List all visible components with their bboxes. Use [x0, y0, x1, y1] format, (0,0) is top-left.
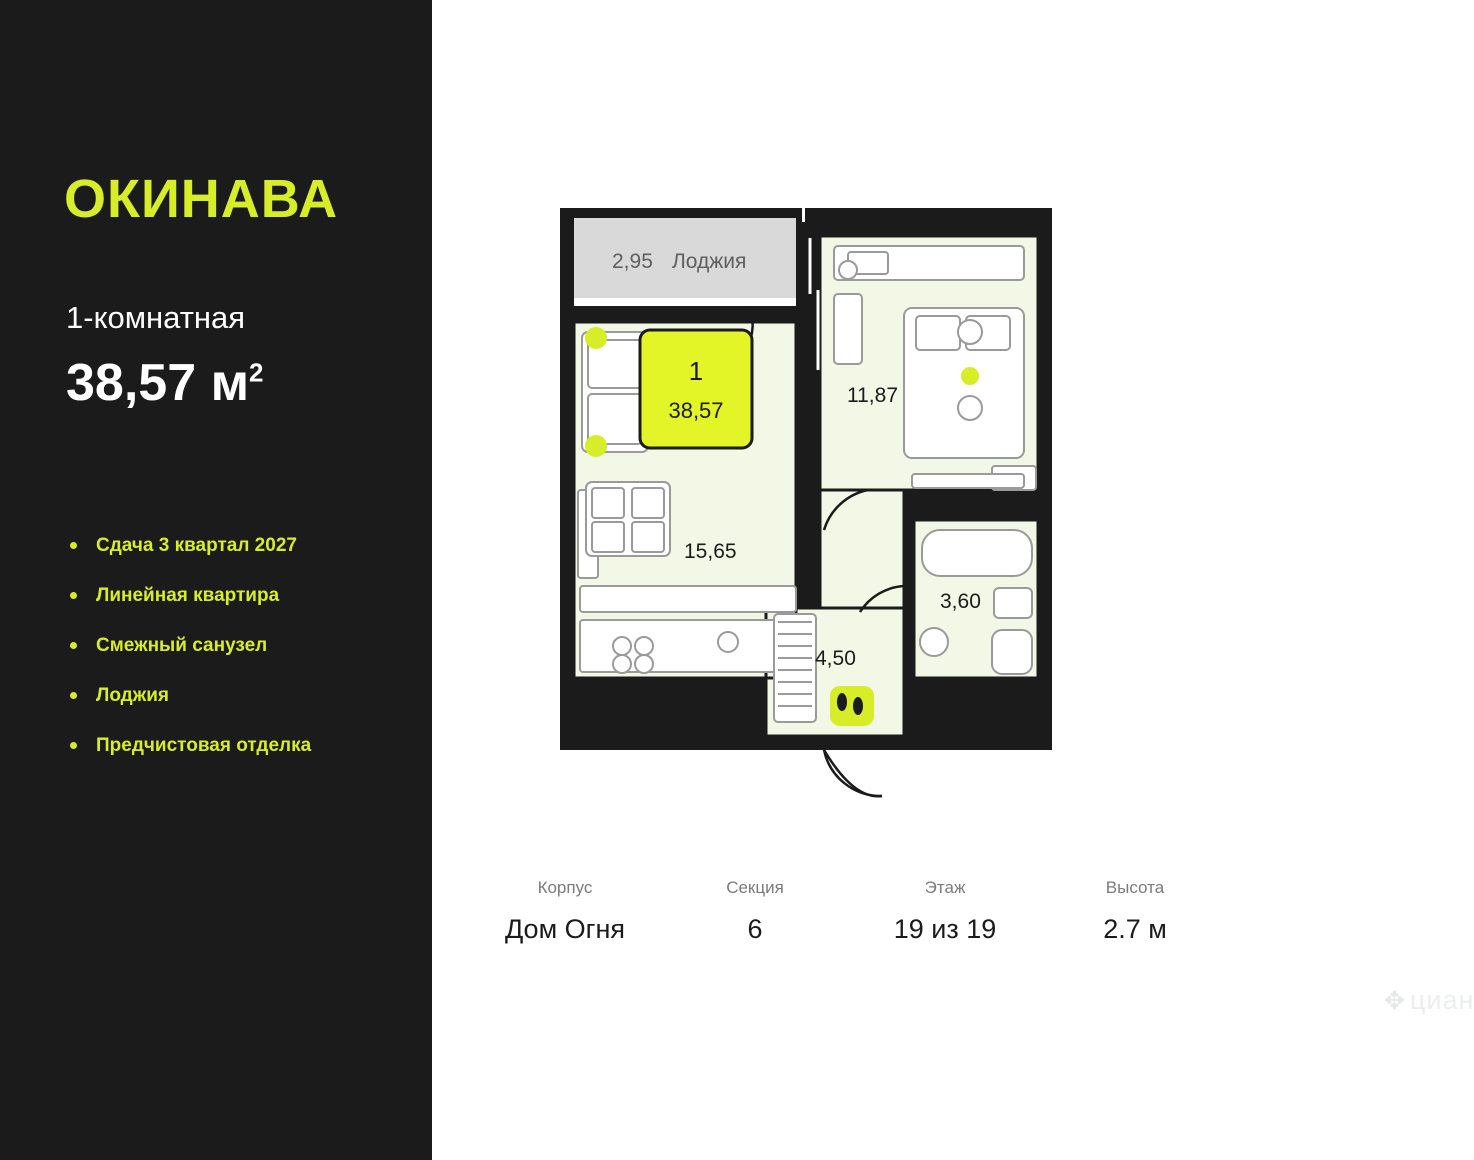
area-value: 38,57 м: [66, 354, 250, 412]
feature-label: Лоджия: [96, 685, 169, 706]
entrance-icon: [830, 686, 874, 726]
info-floor: [850, 878, 1040, 945]
loggia-area-label: 2,95: [612, 250, 653, 273]
feature-label: Предчистовая отделка: [96, 735, 312, 756]
info-label: Этаж: [924, 878, 966, 897]
feature-label: Сдача 3 квартал 2027: [96, 535, 297, 556]
watermark: [1384, 985, 1474, 1016]
area-label: [66, 353, 264, 413]
feature-label: Линейная квартира: [96, 585, 280, 606]
list-item: [70, 635, 400, 657]
info-height: [1040, 878, 1230, 945]
info-section: [660, 878, 850, 945]
info-label: Корпус: [537, 878, 593, 897]
bullet-icon: [70, 742, 77, 749]
bullet-icon: [70, 642, 77, 649]
info-korpus: [470, 878, 660, 945]
watermark-icon: ✥: [1384, 986, 1406, 1015]
info-label: Секция: [726, 878, 784, 897]
floorplan-drawing: [552, 190, 1072, 800]
feature-label: Смежный санузел: [96, 635, 268, 656]
living-area-label: 15,65: [684, 540, 737, 563]
badge-rooms-value: 1: [688, 356, 704, 386]
list-item: [70, 685, 400, 707]
info-label: Высота: [1105, 878, 1165, 897]
list-item: [70, 585, 400, 607]
info-value: Дом Огня: [504, 914, 626, 944]
highlight-badge: [640, 330, 752, 448]
bullet-icon: [70, 592, 77, 599]
list-item: [70, 535, 400, 557]
bullet-icon: [70, 692, 77, 699]
watermark-text: циан: [1409, 985, 1474, 1015]
info-value: 19 из 19: [893, 914, 997, 944]
loggia-name-label: Лоджия: [672, 250, 747, 273]
brand-logo: ОКИНАВА: [64, 169, 339, 229]
rooms-count-label: 1-комнатная: [66, 300, 246, 335]
info-panel: [0, 0, 432, 1160]
hall-area-label: 4,50: [815, 647, 856, 670]
info-value: 2.7 м: [1103, 914, 1167, 944]
list-item: [70, 735, 400, 757]
info-value: 6: [747, 914, 763, 944]
bath-area-label: 3,60: [940, 590, 981, 613]
floorplan-area: [432, 0, 1474, 1160]
building-info-row: [470, 878, 1230, 945]
feature-list: [70, 535, 400, 785]
bullet-icon: [70, 542, 77, 549]
bedroom-area-label: 11,87: [847, 384, 898, 407]
hall-furniture: [774, 614, 816, 722]
area-unit-superscript: 2: [249, 357, 264, 388]
badge-area-value: 38,57: [668, 398, 724, 423]
